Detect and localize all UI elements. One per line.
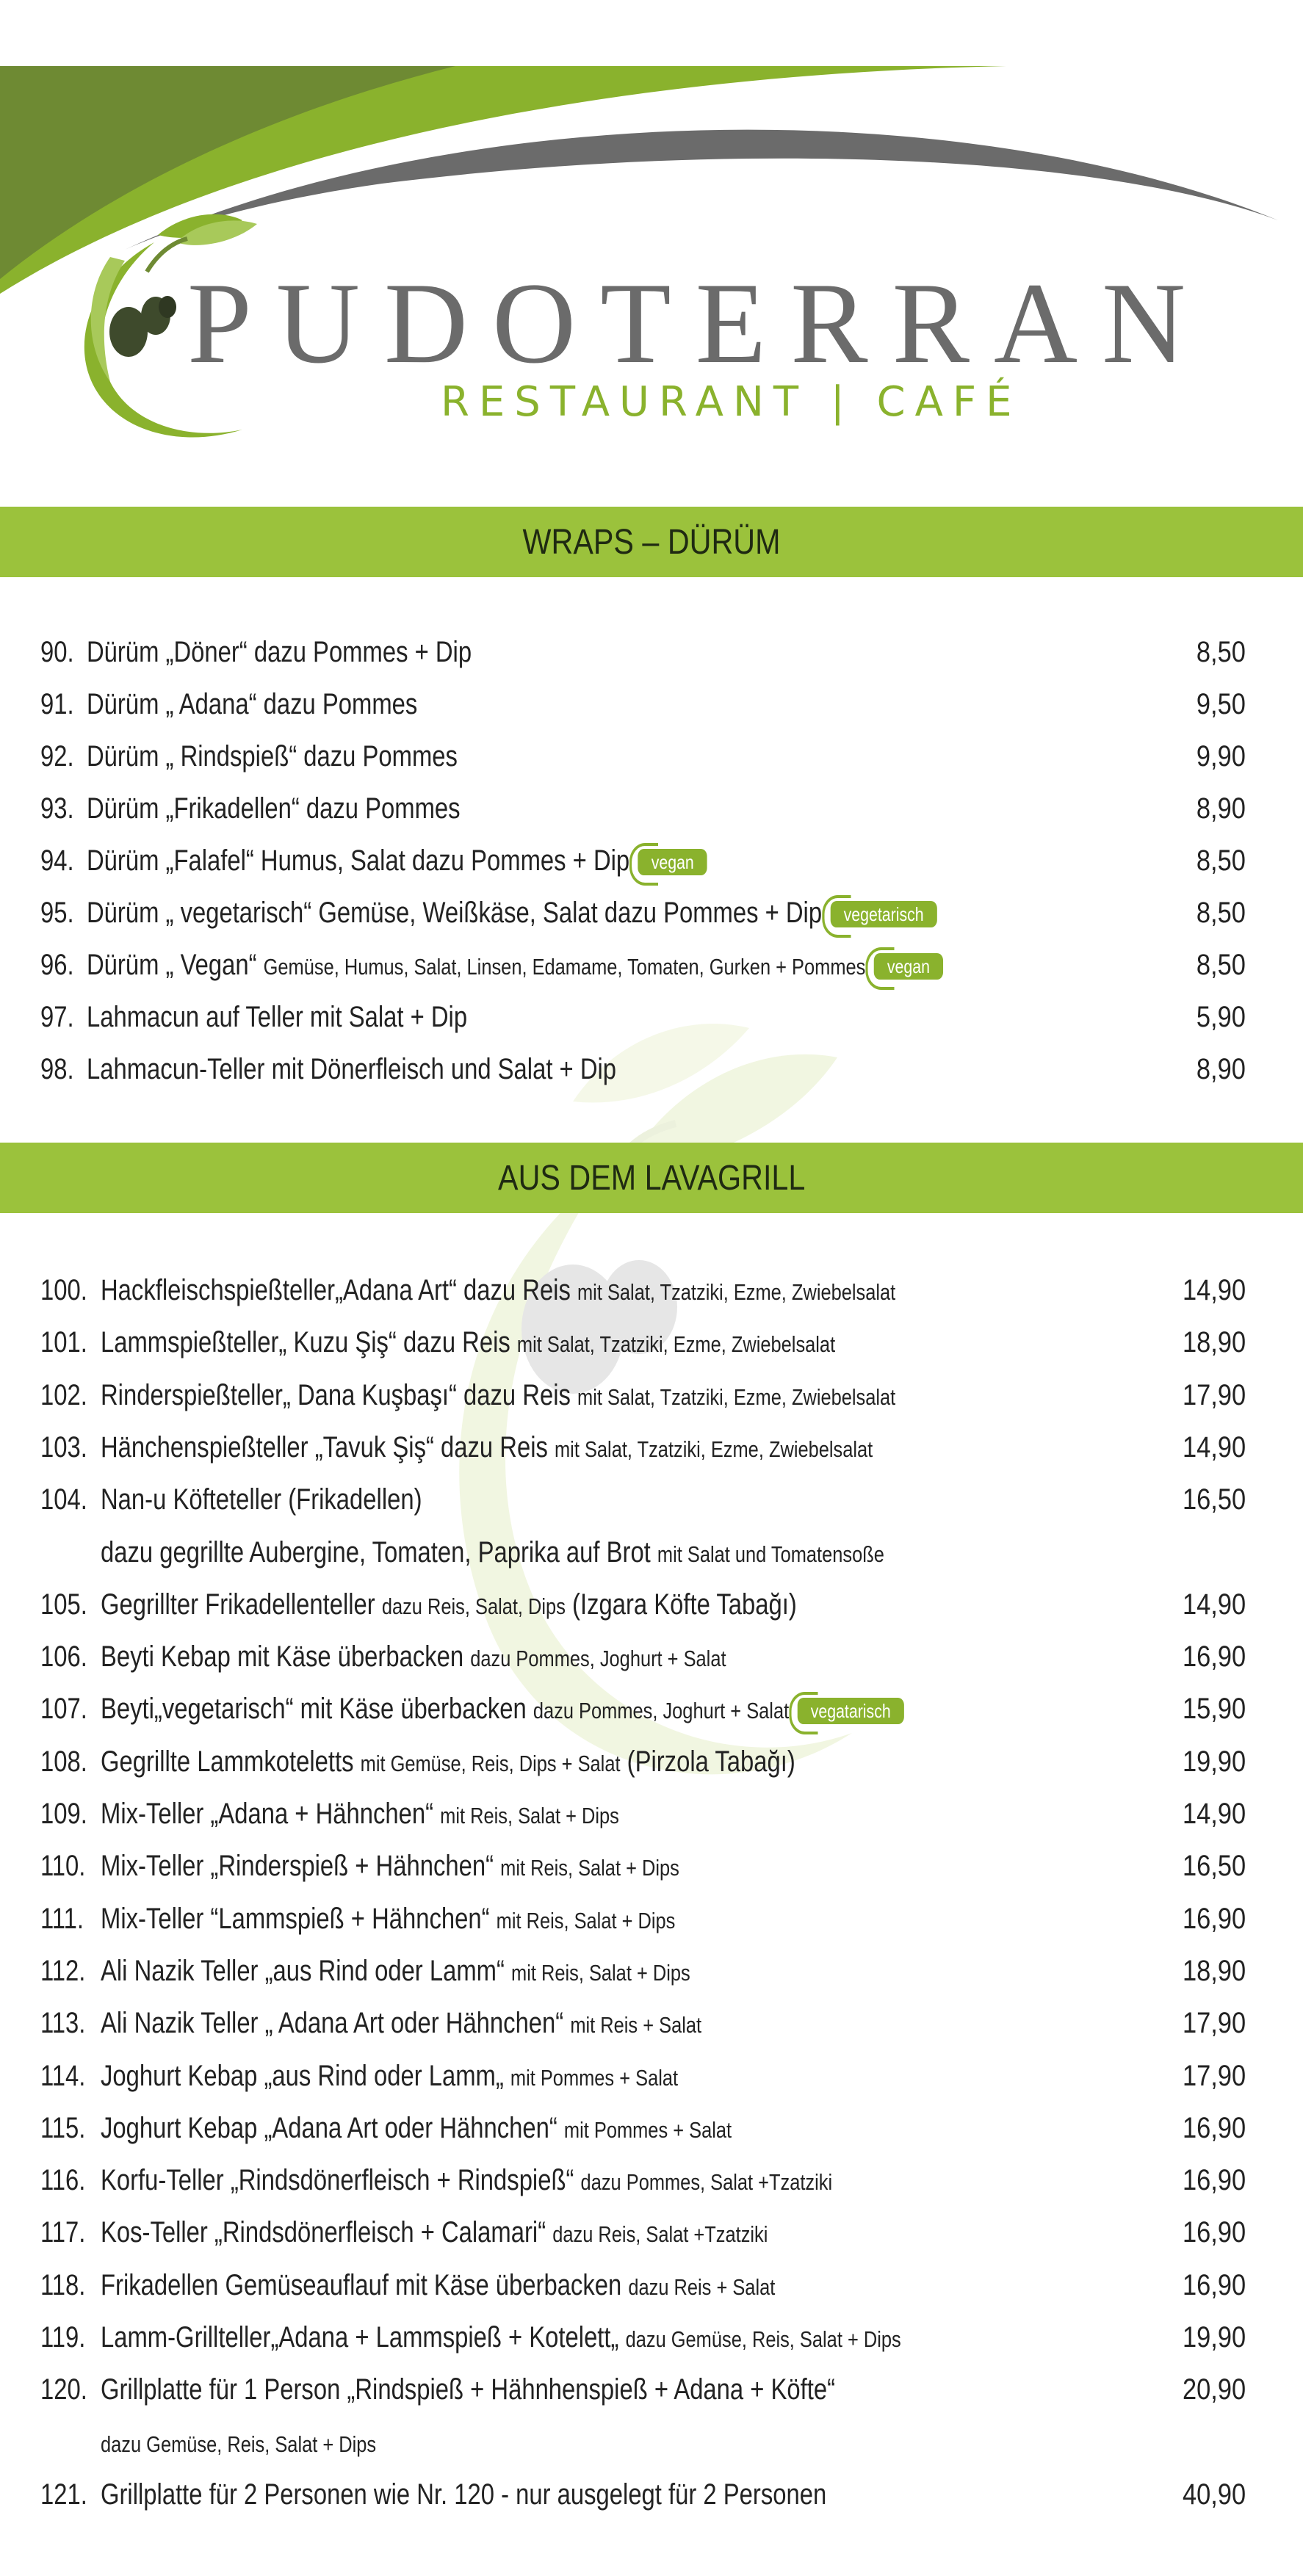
item-number: 92. — [40, 740, 74, 773]
item-text — [101, 2209, 768, 2258]
menu-item — [0, 1319, 1303, 1366]
item-number: 101. — [40, 1326, 87, 1359]
item-price: 9,90 — [1196, 740, 1246, 773]
item-name: Hänchenspießteller „Tavuk Şiş“ dazu Reis — [101, 1430, 548, 1464]
item-text — [101, 2419, 376, 2468]
item-text — [87, 889, 937, 936]
brand-subtitle: RESTAURANT | CAFÉ — [441, 378, 1022, 426]
item-text — [101, 1424, 873, 1473]
item-note: mit Salat, Tzatziki, Ezme, Zwiebelsalat — [516, 1331, 836, 1358]
item-note: mit Reis + Salat — [570, 2012, 702, 2038]
item-name: Dürüm „Frikadellen“ dazu Pommes — [87, 792, 461, 825]
item-number: 105. — [40, 1588, 87, 1621]
item-number: 108. — [40, 1745, 87, 1778]
item-text — [101, 1633, 726, 1682]
menu-item — [0, 2000, 1303, 2047]
item-number: 96. — [40, 949, 74, 981]
menu-item — [0, 1895, 1303, 1942]
menu-item — [0, 2314, 1303, 2361]
section-title: WRAPS – DÜRÜM — [522, 522, 781, 562]
item-number: 98. — [40, 1053, 74, 1085]
item-name: Mix-Teller „Rinderspieß + Hähnchen“ — [101, 1850, 494, 1883]
item-name: Rinderspießteller„ Dana Kuşbaşı“ dazu Reis — [101, 1378, 571, 1411]
menu-item — [0, 1476, 1303, 1523]
menu-item — [0, 2209, 1303, 2256]
item-note: mit Reis, Salat + Dips — [511, 1959, 690, 1986]
item-price: 8,50 — [1196, 844, 1246, 877]
item-price: 8,90 — [1196, 1053, 1246, 1085]
diet-badge-vegan: vegan — [638, 849, 707, 875]
item-price: 19,90 — [1182, 2321, 1246, 2354]
item-price: 17,90 — [1182, 2059, 1246, 2092]
menu-item — [0, 2105, 1303, 2152]
item-text — [101, 2052, 678, 2102]
item-price: 8,50 — [1196, 949, 1246, 981]
item-text — [101, 2471, 826, 2518]
menu-item — [0, 1424, 1303, 1471]
item-note: dazu Pommes, Joghurt + Salat — [470, 1646, 726, 1672]
item-text — [101, 2366, 835, 2413]
item-name: Kos-Teller „Rindsdönerfleisch + Calamari“ — [101, 2216, 546, 2249]
item-number: 114. — [40, 2059, 86, 2092]
item-text — [101, 1738, 795, 1787]
item-text — [101, 2000, 701, 2049]
item-number: 121. — [40, 2478, 87, 2511]
item-number: 106. — [40, 1640, 87, 1674]
item-name: Dürüm „ vegetarisch“ Gemüse, Weißkäse, Salat dazu Pommes + Dip — [87, 897, 823, 929]
item-price: 14,90 — [1182, 1274, 1246, 1306]
item-text — [101, 2314, 901, 2363]
item-price: 18,90 — [1182, 1326, 1246, 1359]
section-header-wraps — [0, 507, 1303, 577]
menu-item — [0, 2157, 1303, 2204]
item-name: Joghurt Kebap „Adana Art oder Hähnchen“ — [101, 2111, 557, 2144]
item-number: 102. — [40, 1378, 87, 1411]
item-text — [87, 785, 461, 832]
item-text — [87, 994, 467, 1041]
menu-item — [0, 889, 1303, 936]
menu-item — [0, 2262, 1303, 2309]
item-number: 117. — [40, 2216, 86, 2249]
item-number: 90. — [40, 636, 74, 668]
item-note: Gemüse, Humus, Salat, Linsen, Edamame, Tomaten, Gurken + Pommes — [263, 954, 866, 980]
item-text — [87, 629, 472, 676]
menu-item — [0, 1842, 1303, 1889]
item-name: Beyti„vegetarisch“ mit Käse überbacken — [101, 1693, 527, 1726]
menu-item — [0, 2419, 1303, 2466]
item-price: 14,90 — [1182, 1430, 1246, 1464]
item-name: Korfu-Teller „Rindsdönerfleisch + Rindspieß“ — [101, 2164, 574, 2197]
section-title: AUS DEM LAVAGRILL — [497, 1158, 806, 1198]
item-text — [101, 1685, 904, 1734]
item-price: 16,50 — [1182, 1483, 1246, 1516]
item-note: dazu Gemüse, Reis, Salat + Dips — [625, 2326, 901, 2352]
item-note: mit Salat, Tzatziki, Ezme, Zwiebelsalat — [577, 1279, 896, 1305]
menu-item — [0, 2471, 1303, 2518]
menu-item — [0, 2052, 1303, 2099]
menu-item — [0, 1633, 1303, 1680]
menu-item — [0, 837, 1303, 884]
item-text — [101, 2105, 732, 2154]
item-number: 93. — [40, 792, 74, 825]
item-text — [101, 1581, 797, 1630]
item-name: Dürüm „ Adana“ dazu Pommes — [87, 688, 418, 720]
item-number: 107. — [40, 1693, 87, 1726]
item-name: Lahmacun auf Teller mit Salat + Dip — [87, 1001, 468, 1033]
item-note: dazu Reis + Salat — [628, 2273, 776, 2300]
item-price: 17,90 — [1182, 2007, 1246, 2040]
item-text — [101, 1790, 619, 1839]
item-price: 19,90 — [1182, 1745, 1246, 1778]
item-price: 14,90 — [1182, 1798, 1246, 1830]
item-price: 20,90 — [1182, 2373, 1246, 2406]
item-name: Dürüm „Döner“ dazu Pommes + Dip — [87, 636, 472, 668]
item-price: 16,90 — [1182, 2216, 1246, 2249]
item-text — [101, 1476, 422, 1523]
item-note: dazu Reis, Salat, Dips — [381, 1593, 566, 1619]
item-note: dazu Pommes, Joghurt + Salat — [533, 1698, 790, 1724]
item-number: 116. — [40, 2164, 86, 2197]
item-price: 9,50 — [1196, 688, 1246, 720]
item-number: 97. — [40, 1001, 74, 1033]
item-name: Gegrillte Lammkoteletts — [101, 1745, 354, 1778]
item-price: 16,90 — [1182, 2111, 1246, 2144]
menu-item — [0, 1046, 1303, 1093]
item-price: 14,90 — [1182, 1588, 1246, 1621]
diet-badge-vegatarisch: vegatarisch — [798, 1698, 904, 1724]
item-name: Mix-Teller “Lammspieß + Hähnchen“ — [101, 1902, 490, 1935]
item-number: 104. — [40, 1483, 87, 1516]
menu-item — [0, 1685, 1303, 1732]
item-name: Ali Nazik Teller „ Adana Art oder Hähnchen“ — [101, 2007, 564, 2040]
item-number: 95. — [40, 897, 74, 929]
item-note: mit Salat, Tzatziki, Ezme, Zwiebelsalat — [577, 1383, 896, 1410]
item-name: Nan-u Köfteteller (Frikadellen) — [101, 1483, 422, 1516]
item-name: Grillplatte für 1 Person „Rindspieß + Hähnhenspieß + Adana + Köfte“ — [101, 2373, 836, 2406]
item-text — [101, 2262, 775, 2311]
diet-badge-vegan: vegan — [874, 953, 943, 980]
item-text — [101, 1947, 690, 1997]
item-number: 103. — [40, 1430, 87, 1464]
brand-name: PUDOTERRAN — [187, 259, 1210, 388]
item-name-tail: (Pirzola Tabağı) — [627, 1745, 795, 1778]
menu-item — [0, 629, 1303, 676]
item-number: 110. — [40, 1850, 86, 1883]
menu-item — [0, 681, 1303, 728]
item-price: 16,90 — [1182, 1902, 1246, 1935]
menu-item — [0, 733, 1303, 780]
item-name: Ali Nazik Teller „aus Rind oder Lamm“ — [101, 1954, 505, 1987]
item-text — [101, 1372, 895, 1421]
item-name: Lammspießteller„ Kuzu Şiş“ dazu Reis — [101, 1326, 510, 1359]
menu-item — [0, 1372, 1303, 1419]
menu-item — [0, 1790, 1303, 1837]
item-number: 120. — [40, 2373, 87, 2406]
item-name: Dürüm „ Rindspieß“ dazu Pommes — [87, 740, 458, 773]
item-price: 18,90 — [1182, 1954, 1246, 1987]
menu-item — [0, 1738, 1303, 1785]
item-name: Lahmacun-Teller mit Dönerfleisch und Salat + Dip — [87, 1053, 617, 1085]
item-price: 16,90 — [1182, 2164, 1246, 2197]
item-text — [87, 837, 707, 884]
item-name: Dürüm „ Vegan“ — [87, 949, 257, 981]
item-price: 5,90 — [1196, 1001, 1246, 1033]
item-number: 115. — [40, 2111, 86, 2144]
item-text — [87, 733, 458, 780]
menu-item — [0, 785, 1303, 832]
item-name: Hackfleischspießteller„Adana Art“ dazu Reis — [101, 1274, 571, 1306]
item-text — [87, 941, 943, 991]
item-name: Gegrillter Frikadellenteller — [101, 1588, 375, 1621]
item-note: mit Gemüse, Reis, Dips + Salat — [360, 1750, 621, 1776]
item-name-tail: (Izgara Köfte Tabağı) — [572, 1588, 797, 1621]
item-name: Beyti Kebap mit Käse überbacken — [101, 1640, 464, 1674]
item-number: 119. — [40, 2321, 86, 2354]
menu-item — [0, 1947, 1303, 1994]
section-header-lavagrill — [0, 1143, 1303, 1213]
menu-item — [0, 941, 1303, 988]
item-price: 17,90 — [1182, 1378, 1246, 1411]
item-note: dazu Reis, Salat +Tzatziki — [552, 2221, 768, 2248]
item-note: mit Reis, Salat + Dips — [440, 1803, 619, 1828]
item-text — [101, 1895, 675, 1944]
item-price: 40,90 — [1182, 2478, 1246, 2511]
item-name: Frikadellen Gemüseauflauf mit Käse überbacken — [101, 2268, 622, 2301]
item-name: Dürüm „Falafel“ Humus, Salat dazu Pommes + Dip — [87, 844, 630, 877]
menu-item — [0, 1267, 1303, 1314]
item-name: Grillplatte für 2 Personen wie Nr. 120 - nur ausgelegt für 2 Personen — [101, 2478, 827, 2511]
item-text — [101, 1267, 895, 1316]
item-text — [101, 1319, 835, 1368]
item-note: mit Pommes + Salat — [510, 2064, 679, 2091]
item-note: mit Pommes + Salat — [563, 2116, 732, 2143]
item-price: 8,50 — [1196, 636, 1246, 668]
item-note: mit Salat und Tomatensoße — [657, 1541, 884, 1567]
item-note: mit Reis, Salat + Dips — [500, 1855, 679, 1881]
item-number: 113. — [40, 2007, 86, 2040]
item-text — [101, 1529, 884, 1578]
menu-item — [0, 1581, 1303, 1628]
item-text — [87, 1046, 616, 1093]
item-name: dazu gegrillte Aubergine, Tomaten, Paprika auf Brot — [101, 1535, 651, 1569]
item-number: 100. — [40, 1274, 87, 1306]
item-price: 15,90 — [1182, 1693, 1246, 1726]
item-name: Mix-Teller „Adana + Hähnchen“ — [101, 1798, 434, 1830]
menu-item — [0, 1529, 1303, 1576]
item-text — [101, 2157, 832, 2206]
item-name: Joghurt Kebap „aus Rind oder Lamm„ — [101, 2059, 504, 2092]
item-number: 112. — [40, 1954, 86, 1987]
item-text — [87, 681, 417, 728]
item-number: 118. — [40, 2268, 86, 2301]
item-number: 94. — [40, 844, 74, 877]
item-note: dazu Pommes, Salat +Tzatziki — [580, 2169, 833, 2196]
item-price: 8,50 — [1196, 897, 1246, 929]
item-note: mit Salat, Tzatziki, Ezme, Zwiebelsalat — [555, 1436, 873, 1462]
item-number: 109. — [40, 1798, 87, 1830]
item-price: 16,90 — [1182, 1640, 1246, 1674]
item-name: Lamm-Grillteller„Adana + Lammspieß + Kotelett„ — [101, 2321, 619, 2354]
item-note: dazu Gemüse, Reis, Salat + Dips — [101, 2431, 377, 2457]
menu-item — [0, 2366, 1303, 2413]
item-number: 91. — [40, 688, 74, 720]
item-text — [101, 1842, 679, 1892]
item-price: 8,90 — [1196, 792, 1246, 825]
diet-badge-vegetarisch: vegetarisch — [831, 901, 937, 927]
menu-item — [0, 994, 1303, 1041]
item-price: 16,90 — [1182, 2268, 1246, 2301]
item-price: 16,50 — [1182, 1850, 1246, 1883]
item-note: mit Reis, Salat + Dips — [496, 1907, 676, 1933]
item-number: 111. — [40, 1902, 84, 1935]
